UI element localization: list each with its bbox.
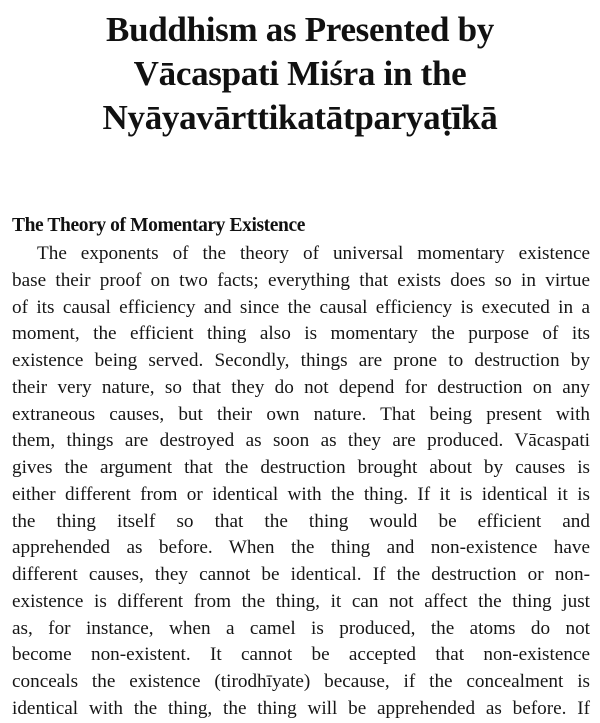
chapter-title-line-2: Vācaspati Miśra in the — [133, 54, 467, 93]
body-line: as, for instance, when a camel is produced, the atoms do not — [12, 617, 590, 639]
body-line: them, things are destroyed as soon as they are produced. Vācaspati — [12, 430, 590, 452]
body-line: moment, the efficient thing also is momentary the purpose of its — [12, 323, 590, 345]
body-line: base their proof on two facts; everything that exists does so in virtue — [12, 269, 590, 291]
body-line: become non-existent. It cannot be accepted that non-existence — [12, 644, 590, 666]
body-line: different causes, they cannot be identical. If the destruction or non- — [12, 564, 590, 585]
body-line: of its causal efficiency and since the causal efficiency is executed in a — [12, 296, 590, 318]
chapter-title-line-1: Buddhism as Presented by — [106, 10, 494, 49]
body-line: The exponents of the theory of universal momentary existence — [37, 243, 590, 264]
body-line: either different from or identical with the thing. If it is identical it is — [12, 483, 590, 505]
body-line: conceals the existence (tirodhīyate) because, if the concealment is — [12, 671, 590, 692]
body-line: their very nature, so that they do not depend for destruction on any — [12, 376, 590, 398]
body-line: gives the argument that the destruction brought about by causes is — [12, 457, 590, 478]
section-heading: The Theory of Momentary Existence — [12, 215, 305, 236]
body-line: extraneous causes, but their own nature. That being present with — [12, 403, 590, 425]
body-paragraph — [12, 241, 590, 723]
body-line: the thing itself so that the thing would be efficient and — [12, 510, 590, 532]
body-line: identical with the thing, the thing will be apprehended as before. If — [12, 697, 590, 719]
body-line: existence is different from the thing, it can not affect the thing just — [12, 590, 590, 612]
chapter-title — [0, 8, 600, 140]
body-line: apprehended as before. When the thing and non-existence have — [12, 537, 590, 559]
chapter-title-line-3: Nyāyavārttikatātparyaṭīkā — [102, 98, 498, 137]
body-line: existence being served. Secondly, things are prone to destruction by — [12, 350, 590, 371]
